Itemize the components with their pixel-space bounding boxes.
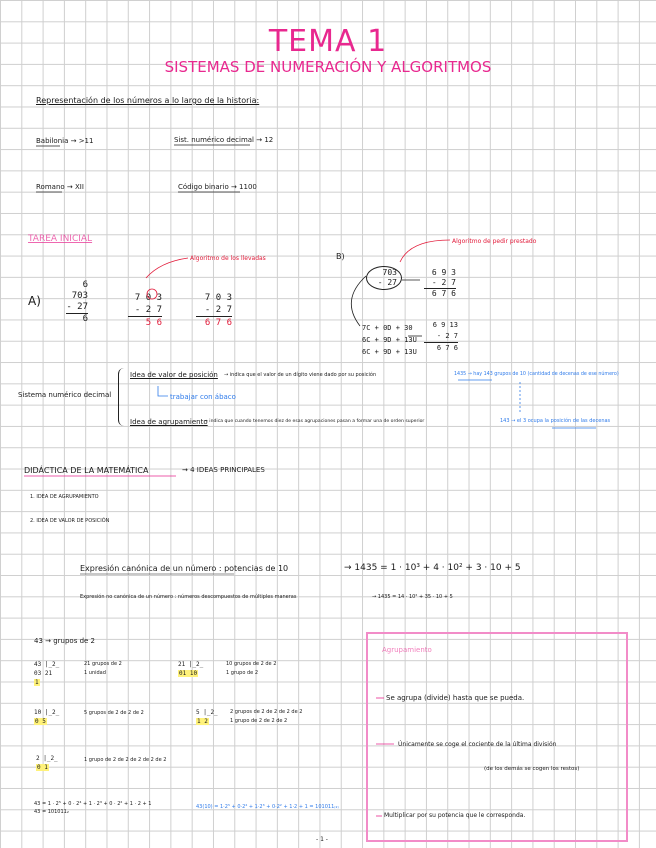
r2-right: 5 |_2_ 1 2 [196, 709, 218, 725]
page-subtitle: SISTEMAS DE NUMERACIÓN Y ALGORITMOS [164, 58, 492, 76]
page-title: TEMA 1 [268, 24, 388, 59]
r2-left: 10 |_2_ 0 5 [34, 709, 60, 725]
note-prestado: Algoritmo de pedir prestado [452, 238, 537, 245]
decimal-item: Sist. numérico decimal → 12 [174, 136, 274, 144]
r2-mid: 5 grupos de 2 de 2 de 2 [84, 710, 144, 716]
red-arrow-left [146, 258, 188, 278]
calc-b1: 703 - 27 [366, 266, 402, 290]
idea-agrupamiento: Idea de agrupamiento [130, 418, 208, 426]
trabajar-abaco: trabajar con ábaco [170, 393, 236, 401]
note-143: 143 → el 3 ocupa la posición de las decenas [500, 418, 611, 424]
r1-mid: 21 grupos de 2 1 unidad [84, 661, 122, 676]
agrupamiento-line3: (de los demás se cogen los restos) [484, 766, 580, 772]
binario-item: Código binario → 1100 [178, 183, 257, 191]
label-b: B) [336, 252, 345, 261]
note-1435: 1435 → hay 143 grupos de 10 (cantidad de decenas de ese número) [454, 372, 619, 377]
calc-a2: 7 0 3 - 2 7 5 6 [128, 292, 162, 329]
expresion-no-canonica: Expresión no canónica de un número : números descompuestos de múltiples maneras [80, 594, 297, 600]
calc-a1: 6 703 - 27 6 [66, 280, 88, 324]
note-llevadas: Algoritmo de los llevadas [190, 255, 266, 262]
tarea-heading: TAREA INICIAL [28, 234, 93, 244]
label-a: A) [28, 294, 41, 308]
r1-right: 21 |_2_ 01 10 [178, 661, 204, 677]
r1-left-remainder: 1 [35, 679, 39, 686]
page-number: - 1 - [316, 836, 328, 843]
agrupamiento-line2: Únicamente se coge el cociente de la última división [398, 741, 557, 748]
r2-right-desc: 2 grupos de 2 de 2 de 2 de 2 1 grupo de 2 de 2 de 2 [230, 709, 303, 724]
curve-arrow-b1 [351, 276, 366, 326]
expresion-canonica-eq: → 1435 = 1 · 10³ + 4 · 10² + 3 · 10 + 5 [344, 563, 521, 573]
idea-agrupamiento-desc: → indica que cuando tenemos diez de esas agrupaciones pasan a formar una de orden superior [204, 419, 425, 424]
romano-item: Romano → XII [36, 183, 84, 191]
r1-left: 43 |_2_ 03 21 1 [34, 661, 60, 686]
r1-right-desc: 10 grupos de 2 de 2 1 grupo de 2 [226, 661, 277, 676]
idea-valor: Idea de valor de posición [130, 371, 218, 379]
agrupamiento-line4: Multiplicar por su potencia que le corresponda. [384, 812, 526, 819]
calc-a3: 7 0 3 - 2 7 6 7 6 [196, 292, 232, 329]
calc-b2: 6 9 3 - 2 7 6 7 6 [424, 268, 456, 299]
red-circle-a2 [147, 289, 157, 299]
expresion-no-canonica-eq: → 1435 = 14 · 10² + 35 · 10 + 5 [372, 594, 453, 600]
red-arrow-right [400, 240, 450, 262]
r3-left: 2 |_2_ 0 1 [36, 755, 58, 771]
history-heading: Representación de los números a lo largo de la historia: [36, 96, 260, 105]
expresion-canonica: Expresión canónica de un número : potencias de 10 [80, 564, 289, 573]
didactica-item1: 1. IDEA DE AGRUPAMIENTO [30, 494, 99, 500]
final-eq-right: 43(10) = 1·2⁵ + 0·2⁴ + 1·2³ + 0·2² + 1·2 + 1 = 101011₍₂₎ [196, 804, 339, 810]
idea-valor-desc: → indica que el valor de un dígito viene dado por su posición [224, 372, 377, 378]
calc-b3: 7C + 0D + 30 6C + 9D + 13U 6C + 9D + 13U [362, 324, 417, 356]
blue-abaco-arrow [158, 386, 168, 396]
r3-mid: 1 grupo de 2 de 2 de 2 de 2 de 2 [84, 757, 167, 763]
didactica-item2: 2. IDEA DE VALOR DE POSICIÓN [30, 518, 110, 524]
didactica-heading: DIDÁCTICA DE LA MATEMÁTICA [24, 466, 149, 475]
sistema-label: Sistema numérico decimal [18, 391, 112, 399]
calc-b4: 6 9 13 - 2 7 6 7 6 [424, 320, 458, 354]
grupos-intro: 43 → grupos de 2 [34, 637, 96, 645]
didactica-arrow: → 4 IDEAS PRINCIPALES [182, 466, 265, 474]
final-eq: 43 = 1 · 2⁵ + 0 · 2⁴ + 1 · 2³ + 0 · 2² + 1 · 2 + 1 43 = 101011₂ [34, 801, 152, 815]
agrupamiento-title: Agrupamiento [382, 646, 432, 654]
babilonia-item: Babilonia → >11 [36, 137, 94, 145]
agrupamiento-line1: Se agrupa (divide) hasta que se pueda. [386, 694, 525, 702]
